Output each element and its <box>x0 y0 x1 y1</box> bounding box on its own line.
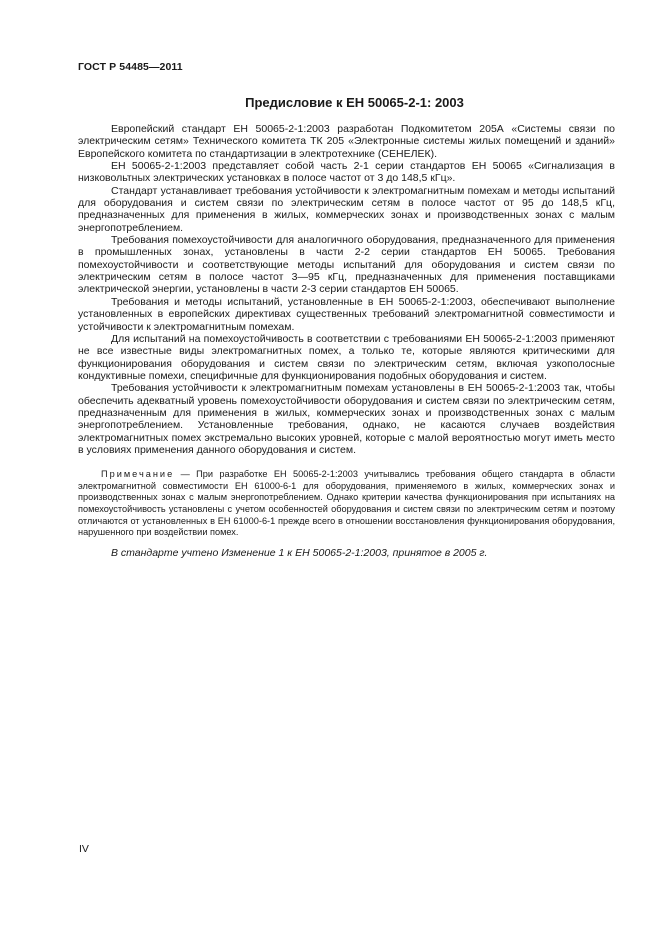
paragraph-4: Требования помехоустойчивости для аналогичного оборудования, предназначенного для применения в промышленных зонах, установлены в части 2-2 серии стандартов ЕН 50065. Требования помехоустойчивости и соответствующие методы испытаний для оборудования и систем связи по электрическим сетям в полосе частот 3—95 кГц, предназначенных для применения поставщиками электрической энергии, установлены в части 2-3 серии стандартов ЕН 50065. <box>78 234 615 296</box>
note-dash: — <box>174 469 197 480</box>
paragraph-5: Требования и методы испытаний, установленные в ЕН 50065-2-1:2003, обеспечивают выполнение установленных в европейских директивах существенных требований электромагнитной совместимости и устойчивости к электромагнитным помехам. <box>78 295 615 333</box>
page-title: Предисловие к ЕН 50065-2-1: 2003 <box>245 95 464 110</box>
paragraph-7: Требования устойчивости к электромагнитным помехам установлены в ЕН 50065-2-1:2003 так, чтобы обеспечить адекватный уровень помехоустойчивости оборудования и систем связи по электрическим сетям, предназначенным для применения в жилых, коммерческих зонах и производственных зонах с малым энергопотреблением. Установленные требования, однако, не касаются случаев воздействия электромагнитных помех экстремально высоких уровней, которые с малой вероятностью могут иметь место в условиях применения данного оборудования и систем. <box>78 382 615 456</box>
note <box>78 469 615 539</box>
paragraph-1: Европейский стандарт ЕН 50065-2-1:2003 разработан Подкомитетом 205А «Системы связи по электрическим сетям» Технического комитета ТК 205 «Электронные системы жилых помещений и зданий» Европейского комитета по стандартизации в электротехнике (СЕНЕЛЕК). <box>78 123 615 160</box>
paragraph-2: ЕН 50065-2-1:2003 представляет собой часть 2-1 серии стандартов ЕН 50065 «Сигнализация в низковольтных электрических установках в полосе частот от 3 до 148,5 кГц». <box>78 160 615 185</box>
foreword-body <box>78 123 615 559</box>
standard-code-header: ГОСТ Р 54485—2011 <box>78 61 183 73</box>
amendment-note: В стандарте учтено Изменение 1 к ЕН 50065-2-1:2003, принятое в 2005 г. <box>111 546 488 559</box>
paragraph-6: Для испытаний на помехоустойчивость в соответствии с требованиями ЕН 50065-2-1:2003 применяют не все известные виды электромагнитных помех, а только те, которые являются критическими для функционирования оборудования и систем связи по электрическим сетям, включая узкополосные кондуктивные помехи, специфичные для функционирования подобных оборудования и систем. <box>78 332 615 382</box>
note-text: При разработке ЕН 50065-2-1:2003 учитывались требования общего стандарта в области электромагнитной совместимости ЕН 61000-6-1 для оборудования, применяемого в жилых, коммерческих зонах и производственных зонах с малым энергопотреблением. Однако критерии качества функционирования при испытаниях на помехоустойчивость установлены с учетом особенностей оборудования и систем связи по электрическим сетям и поэтому отличаются от установленных в ЕН 61000-6-1 прежде всего в отношении восстановления функционирования оборудования, нарушенного при воздействии помех. <box>78 469 615 538</box>
note-label: Примечание <box>101 469 175 480</box>
paragraph-3: Стандарт устанавливает требования устойчивости к электромагнитным помехам и методы испытаний для оборудования и систем связи по электрическим сетям в полосе частот от 95 до 148,5 кГц, предназначенных для применения в жилых, коммерческих зонах и производственных зонах с малым энергопотреблением. <box>78 184 615 234</box>
page-number: IV <box>79 843 89 855</box>
